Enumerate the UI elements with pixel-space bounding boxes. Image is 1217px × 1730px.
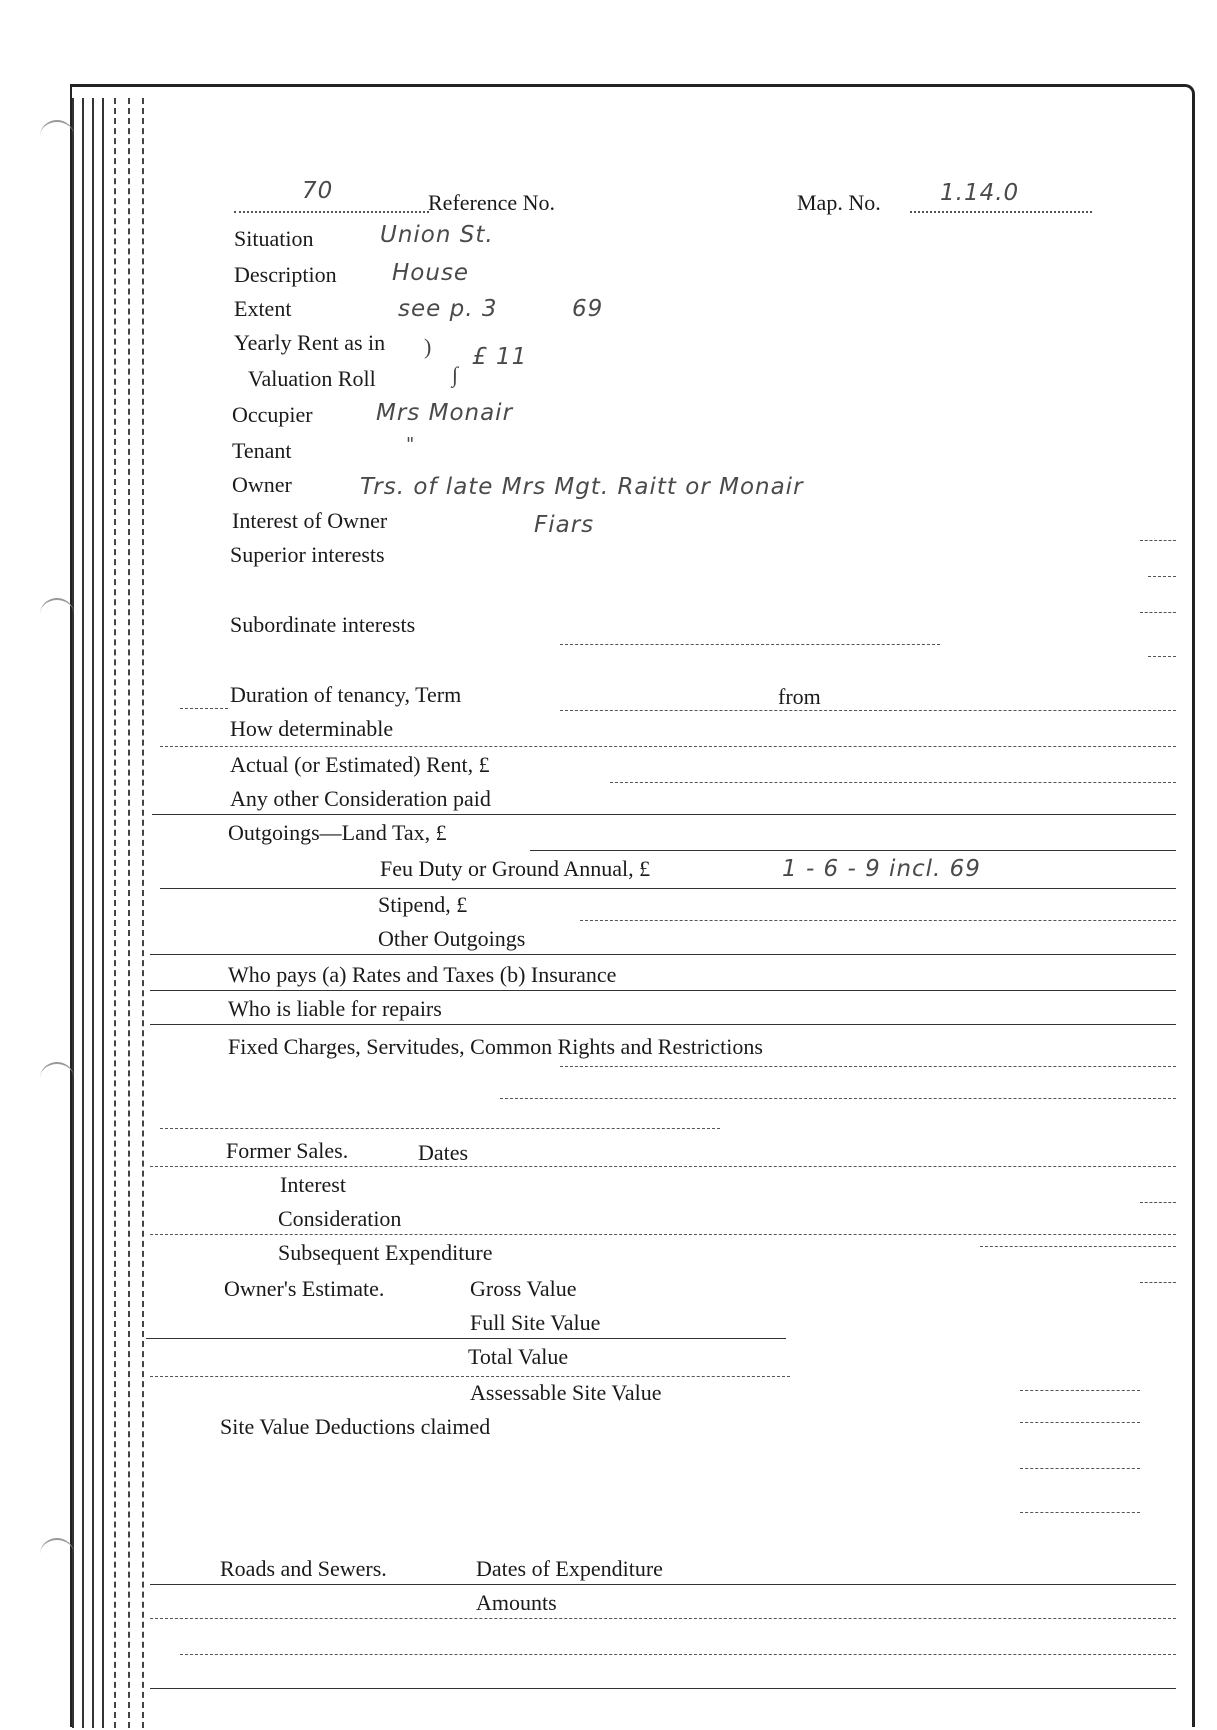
superior-label: Superior interests xyxy=(230,542,385,567)
rule xyxy=(1020,1512,1140,1513)
roads-label: Roads and Sewers. xyxy=(220,1556,387,1581)
amounts-label: Amounts xyxy=(476,1590,557,1615)
total-value-line xyxy=(150,1376,790,1377)
consideration-label: Consideration xyxy=(278,1206,402,1231)
rule xyxy=(160,1128,720,1129)
rule xyxy=(1148,576,1176,577)
duration-line xyxy=(560,710,1176,711)
from-label: from xyxy=(778,684,821,709)
who-pays-line xyxy=(150,990,1176,991)
owner-value: Trs. of late Mrs Mgt. Raitt or Monair xyxy=(360,474,804,500)
interest-label: Interest xyxy=(280,1172,346,1197)
rule xyxy=(560,644,940,645)
map-no-value: 1.14.0 xyxy=(940,180,1020,206)
binding-edge xyxy=(72,98,152,1728)
former-sales-label: Former Sales. xyxy=(226,1138,349,1163)
description-value: House xyxy=(392,260,470,286)
extent-value-1: see p. 3 xyxy=(398,296,498,322)
repairs-line xyxy=(150,1024,1176,1025)
repairs-label: Who is liable for repairs xyxy=(228,996,442,1021)
who-pays-label: Who pays (a) Rates and Taxes (b) Insurance xyxy=(228,962,617,987)
other-consideration-line xyxy=(152,814,1176,815)
rule xyxy=(980,1246,1176,1247)
how-determinable-line xyxy=(160,746,1176,747)
full-site-line xyxy=(146,1338,786,1339)
situation-label: Situation xyxy=(234,226,314,251)
ring-hole xyxy=(40,1062,74,1094)
rule xyxy=(1020,1468,1140,1469)
bottom-line xyxy=(150,1688,1176,1689)
description-label: Description xyxy=(234,262,337,287)
rule xyxy=(1148,656,1176,657)
dates-label: Dates xyxy=(418,1140,469,1165)
yearly-rent-label: Yearly Rent as in xyxy=(234,330,386,355)
consideration-line xyxy=(150,1234,1176,1235)
ring-hole xyxy=(40,598,74,630)
brace: ∫ xyxy=(452,362,459,387)
rule xyxy=(560,1066,1176,1067)
dates-of-expenditure-line xyxy=(150,1584,1176,1585)
feu-duty-label: Feu Duty or Ground Annual, £ xyxy=(380,856,651,881)
occupier-value: Mrs Monair xyxy=(376,400,514,426)
stipend-label: Stipend, £ xyxy=(378,892,468,917)
rule xyxy=(1020,1390,1140,1391)
tenant-label: Tenant xyxy=(232,438,292,463)
feu-duty-value: 1 - 6 - 9 incl. 69 xyxy=(782,856,981,882)
land-tax-line xyxy=(530,850,1176,851)
occupier-label: Occupier xyxy=(232,402,313,427)
subsequent-label: Subsequent Expenditure xyxy=(278,1240,493,1265)
reference-no-line xyxy=(234,211,429,213)
rule xyxy=(1140,1282,1176,1283)
gross-value-label: Gross Value xyxy=(470,1276,577,1301)
other-outgoings-line xyxy=(150,954,1176,955)
rule xyxy=(1140,540,1176,541)
owner-label: Owner xyxy=(232,472,292,497)
fixed-charges-label: Fixed Charges, Servitudes, Common Rights and Restrictions xyxy=(228,1034,763,1059)
stipend-line xyxy=(580,920,1176,921)
rule xyxy=(1140,612,1176,613)
ring-hole xyxy=(40,120,74,152)
reference-no-value: 70 xyxy=(302,178,334,204)
ring-hole xyxy=(40,1538,74,1570)
rule xyxy=(180,1654,1176,1655)
assessable-label: Assessable Site Value xyxy=(470,1380,662,1405)
total-value-label: Total Value xyxy=(468,1344,569,1369)
tenant-value: " xyxy=(406,434,416,455)
dates-line xyxy=(150,1166,1176,1167)
extent-value-2: 69 xyxy=(572,296,604,322)
extent-label: Extent xyxy=(234,296,292,321)
interest-owner-label: Interest of Owner xyxy=(232,508,388,533)
rule xyxy=(500,1098,1176,1099)
subordinate-label: Subordinate interests xyxy=(230,612,416,637)
map-no-line xyxy=(910,211,1092,213)
yearly-rent-value: £ 11 xyxy=(472,344,528,370)
interest-owner-value: Fiars xyxy=(534,512,595,538)
duration-label: Duration of tenancy, Term xyxy=(230,682,462,707)
amounts-line xyxy=(150,1618,1176,1619)
full-site-label: Full Site Value xyxy=(470,1310,601,1335)
rule xyxy=(1020,1422,1140,1423)
feu-duty-line xyxy=(160,888,1176,889)
situation-value: Union St. xyxy=(380,222,494,248)
dates-of-expenditure-label: Dates of Expenditure xyxy=(476,1556,663,1581)
map-no-label: Map. No. xyxy=(797,190,881,215)
actual-rent-line xyxy=(610,782,1176,783)
brace: ) xyxy=(424,334,432,359)
how-determinable-label: How determinable xyxy=(230,716,394,741)
owners-estimate-label: Owner's Estimate. xyxy=(224,1276,385,1301)
other-outgoings-label: Other Outgoings xyxy=(378,926,526,951)
actual-rent-label: Actual (or Estimated) Rent, £ xyxy=(230,752,490,777)
rule xyxy=(1140,1202,1176,1203)
rule xyxy=(180,708,228,709)
other-consideration-label: Any other Consideration paid xyxy=(230,786,491,811)
valuation-roll-label: Valuation Roll xyxy=(248,366,376,391)
outgoings-label: Outgoings—Land Tax, £ xyxy=(228,820,447,845)
reference-no-label: Reference No. xyxy=(428,190,556,215)
deductions-label: Site Value Deductions claimed xyxy=(220,1414,491,1439)
